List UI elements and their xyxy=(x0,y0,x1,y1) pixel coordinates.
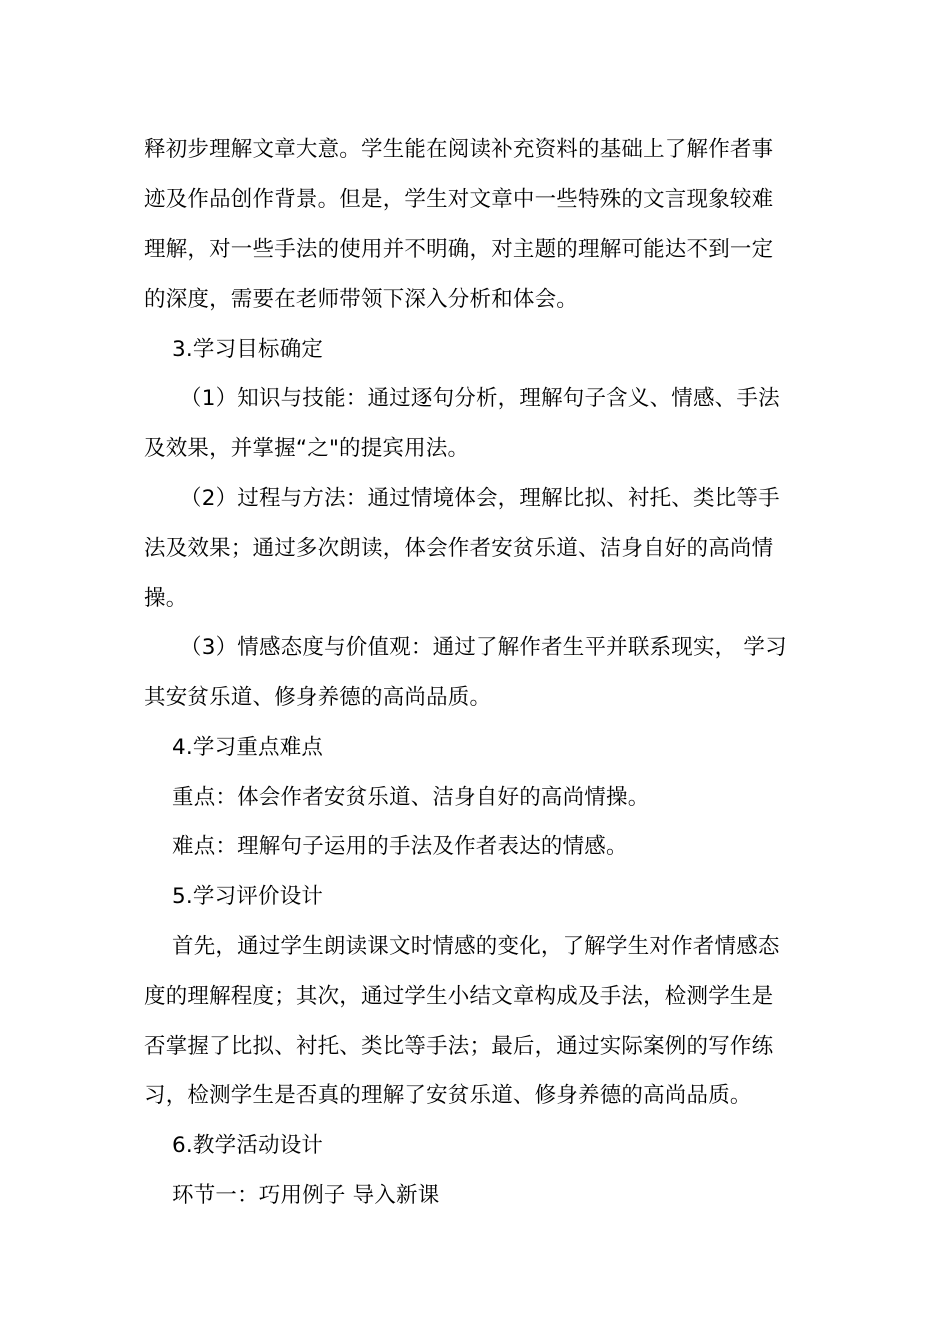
text-line: （3）情感态度与价值观：通过了解作者生平并联系现实， 学习 xyxy=(180,635,787,660)
text-line: 的深度，需要在老师带领下深入分析和体会。 xyxy=(144,287,579,312)
text-line: 难点：理解句子运用的手法及作者表达的情感。 xyxy=(172,834,628,859)
section-heading: 3.学习目标确定 xyxy=(172,337,324,362)
text-line: 理解，对一些手法的使用并不明确，对主题的理解可能达不到一定 xyxy=(144,237,774,262)
text-line: 其安贫乐道、修身养德的高尚品质。 xyxy=(144,685,492,710)
text-line: 重点：体会作者安贫乐道、洁身自好的高尚情操。 xyxy=(172,785,650,810)
text-line: 环节一：巧用例子 导入新课 xyxy=(172,1183,440,1208)
section-heading: 6.教学活动设计 xyxy=(172,1133,324,1158)
section-heading: 5.学习评价设计 xyxy=(172,884,324,909)
text-line: 迹及作品创作背景。但是，学生对文章中一些特殊的文言现象较难 xyxy=(144,187,774,212)
text-line: 度的理解程度；其次，通过学生小结文章构成及手法，检测学生是 xyxy=(144,984,774,1009)
text-line: 及效果，并掌握“之"的提宾用法。 xyxy=(144,436,470,461)
text-line: 否掌握了比拟、衬托、类比等手法；最后，通过实际案例的写作练 xyxy=(144,1034,774,1059)
text-line: 操。 xyxy=(144,586,188,611)
text-line: 释初步理解文章大意。学生能在阅读补充资料的基础上了解作者事 xyxy=(144,137,774,162)
text-line: 法及效果；通过多次朗读，体会作者安贫乐道、洁身自好的高尚情 xyxy=(144,536,774,561)
text-line: （1）知识与技能：通过逐句分析，理解句子含义、情感、手法 xyxy=(180,386,780,411)
section-heading: 4.学习重点难点 xyxy=(172,735,324,760)
text-line: （2）过程与方法：通过情境体会，理解比拟、衬托、类比等手 xyxy=(180,486,780,511)
text-line: 习，检测学生是否真的理解了安贫乐道、修身养德的高尚品质。 xyxy=(144,1083,752,1108)
text-line: 首先，通过学生朗读课文时情感的变化，了解学生对作者情感态 xyxy=(172,934,780,959)
